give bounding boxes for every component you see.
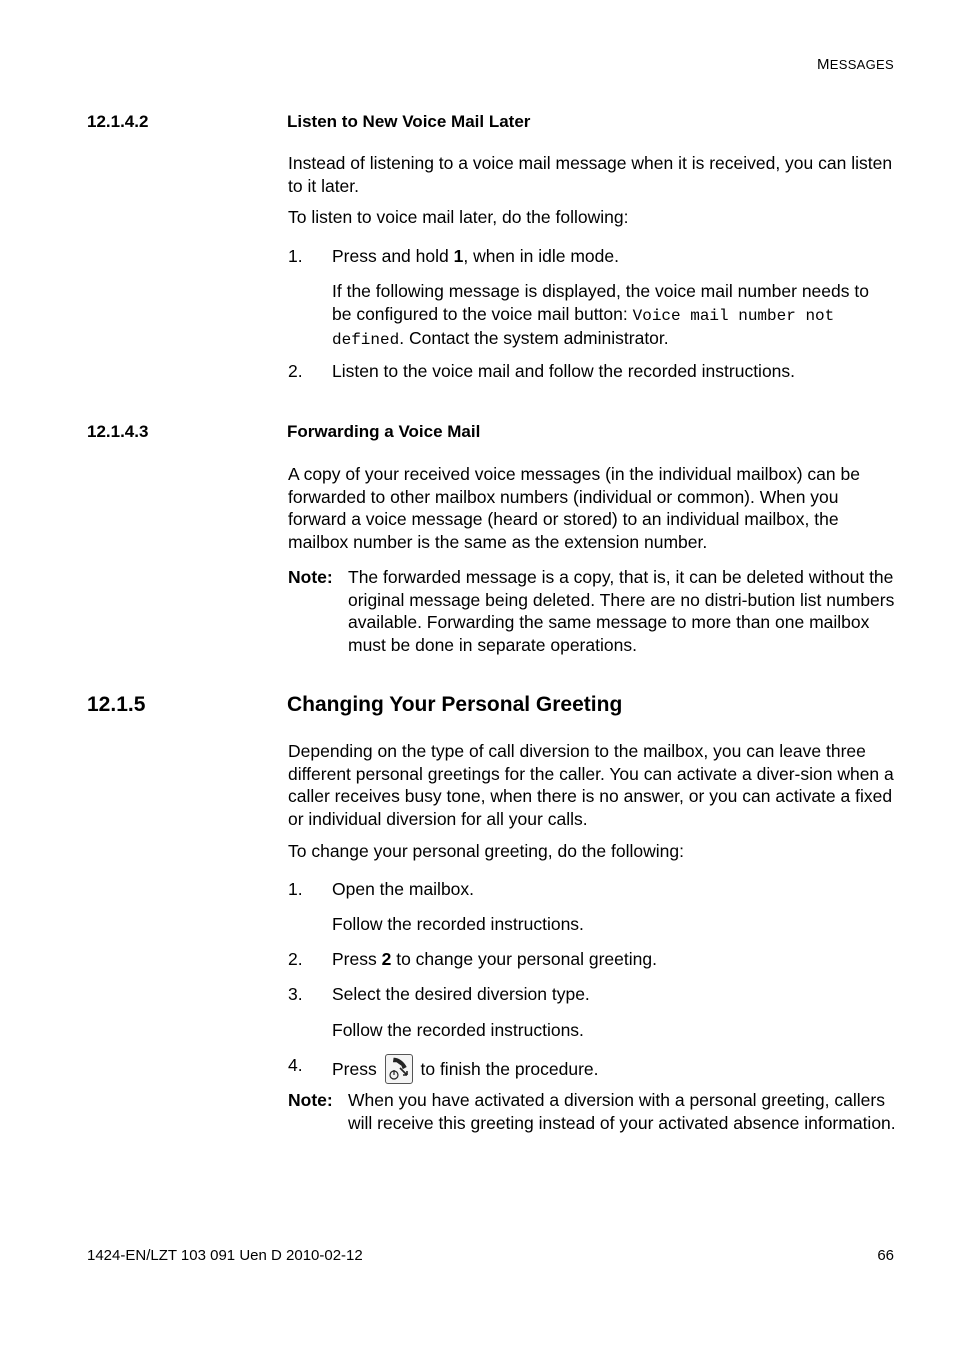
note-label: Note:	[288, 1090, 333, 1110]
section-number: 12.1.5	[87, 693, 146, 716]
end-call-icon	[385, 1054, 413, 1084]
step-text: Press to finish the procedure.	[332, 1054, 902, 1084]
paragraph: To listen to voice mail later, do the following:	[288, 207, 629, 227]
step-subtext: Follow the recorded instructions.	[332, 914, 584, 934]
step-text: Select the desired diversion type.	[332, 984, 590, 1004]
header-rest: ESSAGES	[829, 57, 894, 72]
step-text: Listen to the voice mail and follow the recorded instructions.	[332, 361, 796, 381]
step-text: Press and hold 1, when in idle mode.	[332, 246, 619, 266]
page-number: 66	[877, 1247, 894, 1264]
section-number: 12.1.4.3	[87, 422, 149, 441]
step-text: Press 2 to change your personal greeting.	[332, 949, 657, 969]
step-subtext: If the following message is displayed, the voice mail number needs to be configured to the voice mail button: Voice mail number not defined. Contact the system administrator.	[332, 281, 869, 349]
note-label: Note:	[288, 567, 333, 587]
section-title: Listen to New Voice Mail Later	[287, 112, 531, 131]
key-label: 2	[381, 949, 392, 969]
footer-doc-id: 1424-EN/LZT 103 091 Uen D 2010-02-12	[87, 1247, 363, 1264]
paragraph: A copy of your received voice messages (in the individual mailbox) can be forwarded to other mailbox numbers (individual or common). When you forward a voice message (heard or stored) to an individual mailbox, the mailbox number is the same as the extension number.	[288, 464, 860, 552]
step-subtext: Follow the recorded instructions.	[332, 1020, 584, 1040]
note-text: The forwarded message is a copy, that is, it can be deleted without the original message being deleted. There are no distri-bution list numbers available. Forwarding the same message to more than one mailbox must be done in separate operations.	[348, 567, 895, 655]
step-number: 1.	[288, 246, 303, 266]
step-number: 2.	[288, 949, 303, 969]
step-number: 4.	[288, 1055, 303, 1075]
header-cap: M	[816, 56, 830, 73]
section-title: Forwarding a Voice Mail	[287, 422, 481, 441]
note-text: When you have activated a diversion with a personal greeting, callers will receive this greeting instead of your activated absence information.	[348, 1090, 896, 1133]
paragraph: Depending on the type of call diversion to the mailbox, you can leave three different personal greetings for the caller. You can activate a diver-sion when a caller receives busy tone, when there is no answer, or you can activate a fixed or individual diversion for all your calls.	[288, 741, 894, 829]
paragraph: Instead of listening to a voice mail message when it is received, you can listen to it later.	[288, 153, 893, 196]
step-number: 2.	[288, 361, 303, 381]
step-number: 1.	[288, 879, 303, 899]
section-number: 12.1.4.2	[87, 112, 149, 131]
key-label: 1	[453, 246, 464, 266]
running-header	[817, 56, 894, 73]
step-number: 3.	[288, 984, 303, 1004]
display-message: Voice mail number not defined	[332, 306, 835, 349]
step-text: Open the mailbox.	[332, 879, 475, 899]
section-title: Changing Your Personal Greeting	[287, 693, 623, 716]
paragraph: To change your personal greeting, do the following:	[288, 841, 684, 861]
